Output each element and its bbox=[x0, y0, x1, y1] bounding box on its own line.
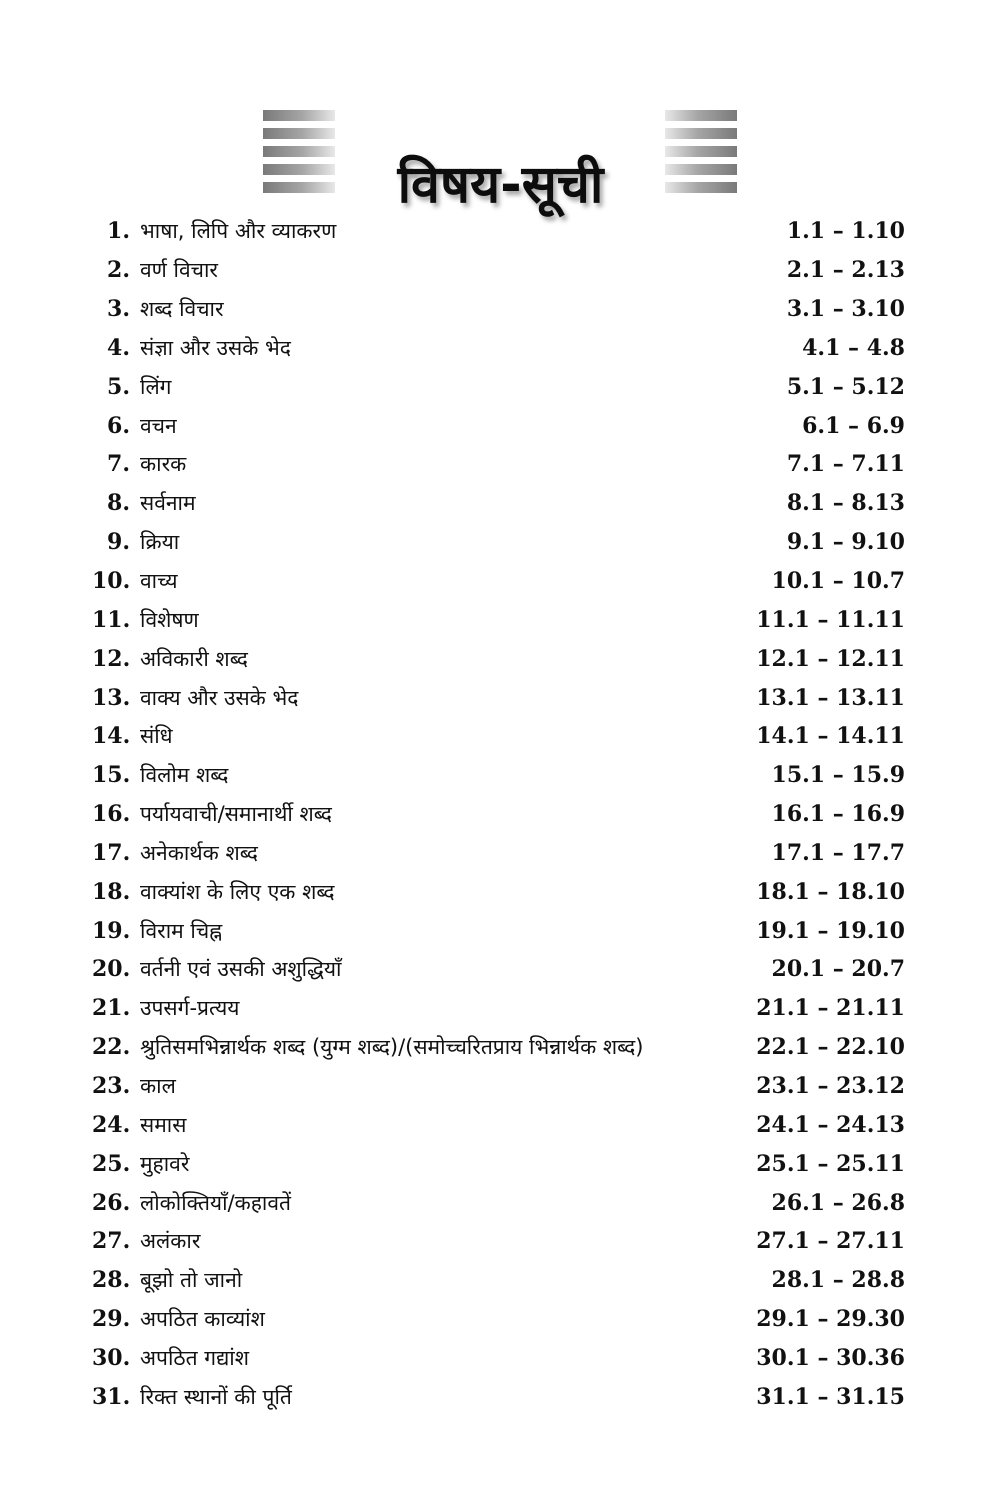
toc-entry[interactable] bbox=[92, 1067, 905, 1106]
toc-entry-title: संज्ञा और उसके भेद bbox=[140, 335, 291, 360]
toc-entry[interactable] bbox=[92, 1338, 905, 1377]
toc-entry-number: 22. bbox=[92, 1034, 131, 1061]
toc-entry-title: वर्तनी एवं उसकी अशुद्धियाँ bbox=[140, 957, 342, 982]
toc-entry-pages: 21.1 – 21.11 bbox=[756, 995, 905, 1022]
toc-entry-number: 26. bbox=[92, 1189, 131, 1216]
toc-entry-title: भाषा, लिपि और व्याकरण bbox=[140, 219, 337, 244]
toc-entry[interactable] bbox=[92, 872, 905, 911]
toc-entry[interactable] bbox=[92, 1144, 905, 1183]
toc-entry-title: बूझो तो जानो bbox=[140, 1268, 243, 1293]
toc-entry[interactable] bbox=[92, 1377, 905, 1416]
toc-entry-number: 18. bbox=[92, 878, 131, 905]
toc-entry-number: 6. bbox=[107, 412, 130, 439]
toc-entry-number: 9. bbox=[107, 529, 130, 556]
toc-entry[interactable] bbox=[92, 795, 905, 834]
toc-entry-pages: 20.1 – 20.7 bbox=[771, 956, 905, 983]
toc-entry[interactable] bbox=[92, 1222, 905, 1261]
stripe bbox=[263, 164, 335, 175]
toc-entry-pages: 31.1 – 31.15 bbox=[756, 1383, 905, 1410]
stripe bbox=[665, 146, 737, 157]
stripe bbox=[665, 164, 737, 175]
toc-entry[interactable] bbox=[92, 950, 905, 989]
toc-entry-number: 30. bbox=[92, 1344, 131, 1371]
toc-entry-title: काल bbox=[140, 1073, 176, 1098]
toc-entry-title: अपठित गद्यांश bbox=[140, 1345, 250, 1370]
toc-entry-title: अनेकार्थक शब्द bbox=[140, 840, 258, 865]
toc-entry-title: श्रुतिसमभिन्नार्थक शब्द (युग्म शब्द)/(समोच्चरितप्राय भिन्नार्थक शब्द) bbox=[140, 1035, 644, 1060]
stripe bbox=[665, 128, 737, 139]
toc-entry-number: 20. bbox=[92, 956, 131, 983]
toc-entry[interactable] bbox=[92, 523, 905, 562]
toc-entry-pages: 19.1 – 19.10 bbox=[756, 917, 905, 944]
toc-entry-number: 16. bbox=[92, 801, 131, 828]
toc-entry-title: विशेषण bbox=[140, 607, 199, 632]
toc-entry-pages: 3.1 – 3.10 bbox=[786, 296, 905, 323]
toc-entry-title: वाक्य और उसके भेद bbox=[140, 685, 299, 710]
toc-entry-pages: 18.1 – 18.10 bbox=[756, 878, 905, 905]
toc-entry-title: संधि bbox=[140, 724, 173, 749]
toc-entry[interactable] bbox=[92, 639, 905, 678]
toc-entry-title: रिक्त स्थानों की पूर्ति bbox=[140, 1384, 292, 1409]
toc-entry-pages: 8.1 – 8.13 bbox=[786, 490, 905, 517]
toc-entry-title: क्रिया bbox=[140, 530, 180, 555]
toc-entry-pages: 30.1 – 30.36 bbox=[756, 1344, 905, 1371]
toc-entry-pages: 16.1 – 16.9 bbox=[771, 801, 905, 828]
toc-entry[interactable] bbox=[92, 1300, 905, 1339]
toc-entry-title: विराम चिह्न bbox=[140, 918, 223, 943]
toc-entry-number: 4. bbox=[107, 334, 130, 361]
toc-entry[interactable] bbox=[92, 1183, 905, 1222]
toc-entry-title: वर्ण विचार bbox=[140, 258, 219, 283]
toc-entry-number: 21. bbox=[92, 995, 131, 1022]
toc-entry-title: पर्यायवाची/समानार्थी शब्द bbox=[140, 802, 332, 827]
toc-entry[interactable] bbox=[92, 212, 905, 251]
toc-entry[interactable] bbox=[92, 445, 905, 484]
toc-entry[interactable] bbox=[92, 678, 905, 717]
toc-entry[interactable] bbox=[92, 290, 905, 329]
toc-entry-pages: 11.1 – 11.11 bbox=[756, 606, 905, 633]
toc-entry-number: 31. bbox=[92, 1383, 131, 1410]
toc-entry-pages: 4.1 – 4.8 bbox=[802, 334, 905, 361]
toc-entry-pages: 13.1 – 13.11 bbox=[756, 684, 905, 711]
toc-entry-title: अविकारी शब्द bbox=[140, 646, 248, 671]
toc-entry-title: शब्द विचार bbox=[140, 297, 224, 322]
toc-entry-title: वाक्यांश के लिए एक शब्द bbox=[140, 879, 335, 904]
title-header bbox=[0, 100, 1001, 215]
toc-entry[interactable] bbox=[92, 834, 905, 873]
stripe bbox=[665, 182, 737, 193]
toc-entry-pages: 28.1 – 28.8 bbox=[771, 1267, 905, 1294]
toc-entry-title: अपठित काव्यांश bbox=[140, 1307, 265, 1332]
toc-entry-pages: 14.1 – 14.11 bbox=[756, 723, 905, 750]
toc-entry[interactable] bbox=[92, 989, 905, 1028]
toc-entry-pages: 24.1 – 24.13 bbox=[756, 1111, 905, 1138]
toc-entry-pages: 15.1 – 15.9 bbox=[771, 762, 905, 789]
toc-entry[interactable] bbox=[92, 251, 905, 290]
toc-entry-pages: 7.1 – 7.11 bbox=[786, 451, 905, 478]
toc-entry-title: कारक bbox=[140, 452, 187, 477]
toc-entry-number: 10. bbox=[92, 568, 131, 595]
toc-entry[interactable] bbox=[92, 1028, 905, 1067]
toc-entry-pages: 17.1 – 17.7 bbox=[771, 839, 905, 866]
toc-entry[interactable] bbox=[92, 367, 905, 406]
toc-entry-number: 17. bbox=[92, 839, 131, 866]
toc-entry[interactable] bbox=[92, 600, 905, 639]
toc-entry[interactable] bbox=[92, 1105, 905, 1144]
toc-entry-number: 27. bbox=[92, 1228, 131, 1255]
stripe bbox=[263, 128, 335, 139]
toc-entry-number: 1. bbox=[107, 218, 130, 245]
toc-entry-number: 19. bbox=[92, 917, 131, 944]
toc-entry-number: 28. bbox=[92, 1267, 131, 1294]
toc-entry-pages: 22.1 – 22.10 bbox=[756, 1034, 905, 1061]
toc-entry-title: लिंग bbox=[140, 374, 172, 399]
toc-entry-number: 2. bbox=[107, 257, 130, 284]
toc-entry-number: 8. bbox=[107, 490, 130, 517]
toc-entry[interactable] bbox=[92, 756, 905, 795]
toc-entry-number: 12. bbox=[92, 645, 131, 672]
page-title: विषय-सूची bbox=[397, 154, 604, 215]
toc-entry-pages: 2.1 – 2.13 bbox=[786, 257, 905, 284]
table-of-contents bbox=[92, 212, 905, 1416]
toc-entry-number: 24. bbox=[92, 1111, 131, 1138]
toc-entry-title: वचन bbox=[140, 413, 177, 438]
toc-entry[interactable] bbox=[92, 1261, 905, 1300]
toc-entry-pages: 5.1 – 5.12 bbox=[786, 373, 905, 400]
toc-entry-number: 25. bbox=[92, 1150, 131, 1177]
stripe bbox=[665, 110, 737, 121]
toc-entry-number: 23. bbox=[92, 1072, 131, 1099]
decorative-stripes-left bbox=[263, 108, 335, 192]
toc-entry-number: 7. bbox=[107, 451, 130, 478]
toc-entry-pages: 23.1 – 23.12 bbox=[756, 1072, 905, 1099]
toc-entry-title: लोकोक्तियाँ/कहावतें bbox=[140, 1190, 291, 1215]
toc-entry-pages: 27.1 – 27.11 bbox=[756, 1228, 905, 1255]
toc-entry-title: विलोम शब्द bbox=[140, 763, 229, 788]
decorative-stripes-right bbox=[665, 108, 737, 192]
stripe bbox=[263, 110, 335, 121]
toc-entry-number: 3. bbox=[107, 296, 130, 323]
toc-entry-pages: 10.1 – 10.7 bbox=[771, 568, 905, 595]
toc-entry-pages: 26.1 – 26.8 bbox=[771, 1189, 905, 1216]
toc-entry-title: सर्वनाम bbox=[140, 491, 196, 516]
toc-entry-title: मुहावरे bbox=[140, 1151, 190, 1176]
toc-entry[interactable] bbox=[92, 717, 905, 756]
toc-entry-number: 15. bbox=[92, 762, 131, 789]
toc-entry-number: 13. bbox=[92, 684, 131, 711]
toc-entry-number: 14. bbox=[92, 723, 131, 750]
stripe bbox=[263, 182, 335, 193]
toc-entry[interactable] bbox=[92, 911, 905, 950]
toc-entry[interactable] bbox=[92, 562, 905, 601]
toc-entry-pages: 25.1 – 25.11 bbox=[756, 1150, 905, 1177]
toc-entry-title: समास bbox=[140, 1112, 187, 1137]
toc-entry-number: 11. bbox=[92, 606, 131, 633]
toc-entry-pages: 1.1 – 1.10 bbox=[786, 218, 905, 245]
toc-entry-title: उपसर्ग-प्रत्यय bbox=[140, 996, 240, 1021]
toc-entry-title: अलंकार bbox=[140, 1229, 201, 1254]
toc-entry-title: वाच्य bbox=[140, 569, 178, 594]
toc-entry-pages: 29.1 – 29.30 bbox=[756, 1306, 905, 1333]
toc-entry[interactable] bbox=[92, 484, 905, 523]
toc-entry-pages: 6.1 – 6.9 bbox=[802, 412, 905, 439]
toc-entry-number: 5. bbox=[107, 373, 130, 400]
toc-entry[interactable] bbox=[92, 406, 905, 445]
toc-entry[interactable] bbox=[92, 329, 905, 368]
toc-entry-number: 29. bbox=[92, 1306, 131, 1333]
toc-entry-pages: 9.1 – 9.10 bbox=[786, 529, 905, 556]
toc-entry-pages: 12.1 – 12.11 bbox=[756, 645, 905, 672]
stripe bbox=[263, 146, 335, 157]
